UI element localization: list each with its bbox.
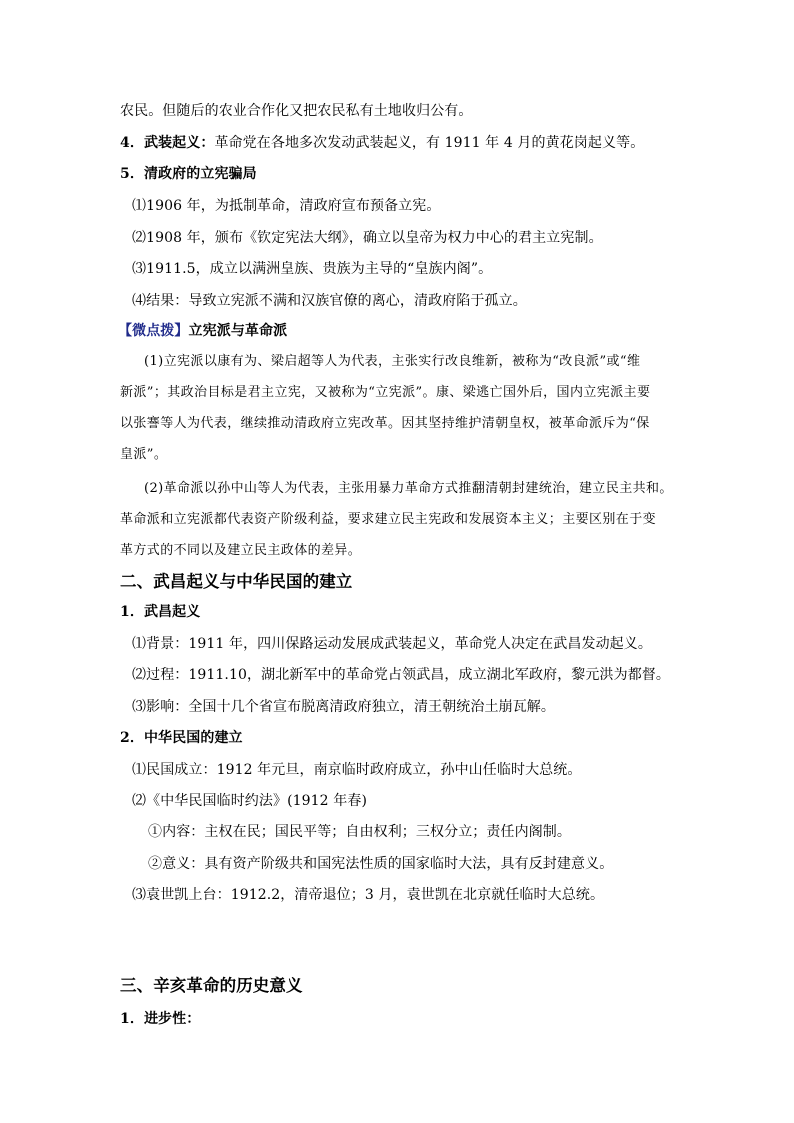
item-4-armed-uprising (120, 133, 644, 153)
callout-paragraph-2-line-1: (2)革命派以孙中山等人为代表，主张用暴力革命方式推翻清朝封建统治，建立民主共和。 (144, 481, 673, 496)
item-5-heading: 5．清政府的立宪骗局 (120, 166, 257, 182)
item-5-point-1: ⑴1906 年，为抵制革命，清政府宣布预备立宪。 (132, 198, 441, 214)
callout-paragraph-1-line-4: 皇派”。 (120, 447, 168, 462)
subsection-wuchang-heading: 1．武昌起义 (120, 604, 201, 620)
callout-paragraph-2-line-2: 革命派和立宪派都代表资产阶级利益，要求建立民主宪政和发展资本主义；主要区别在于变 (120, 512, 657, 527)
roc-point-3: ⑶袁世凯上台：1912.2，清帝退位；3 月，袁世凯在北京就任临时大总统。 (132, 887, 605, 903)
callout-paragraph-2-line-3: 革方式的不同以及建立民主政体的差异。 (120, 543, 362, 558)
wuchang-point-2: ⑵过程：1911.10，湖北新军中的革命党占领武昌，成立湖北军政府，黎元洪为都督。 (132, 667, 670, 683)
callout-tag: 微点拨 (132, 323, 175, 339)
roc-point-2-significance: ②意义：具有资产阶级共和国宪法性质的国家临时大法，具有反封建意义。 (148, 856, 614, 872)
wuchang-point-3: ⑶影响：全国十几个省宣布脱离清政府独立，清王朝统治土崩瓦解。 (132, 699, 555, 715)
roc-point-2: ⑵《中华民国临时约法》(1912 年春) (132, 793, 368, 809)
callout-paragraph-1-line-1: (1)立宪派以康有为、梁启超等人为代表，主张实行改良维新，被称为“改良派”或“维 (144, 354, 641, 369)
callout-paragraph-1-line-3: 以张謇等人为代表，继续推动清政府立宪改革。因其坚持维护清朝皇权，被革命派斥为“保 (120, 416, 650, 431)
section-two-heading: 二、武昌起义与中华民国的建立 (120, 572, 353, 591)
wuchang-point-1: ⑴背景：1911 年，四川保路运动发展成武装起义，革命党人决定在武昌发动起义。 (132, 636, 652, 652)
item-5-point-2: ⑵1908 年，颁布《钦定宪法大纲》，确立以皇帝为权力中心的君主立宪制。 (132, 230, 603, 246)
section-three-heading: 三、辛亥革命的历史意义 (120, 976, 303, 995)
item-5-point-4: ⑷结果：导致立宪派不满和汉族官僚的离心，清政府陷于孤立。 (132, 293, 527, 309)
subsection-progress-heading: 1．进步性： (120, 1011, 201, 1027)
item-4-text: 革命党在各地多次发动武装起义，有 1911 年 4 月的黄花岗起义等。 (214, 135, 645, 151)
paragraph-continuation: 农民。但随后的农业合作化又把农民私有土地收归公有。 (120, 103, 473, 119)
callout-title: 立宪派与革命派 (188, 323, 288, 339)
roc-point-1: ⑴民国成立：1912 年元旦，南京临时政府成立，孙中山任临时大总统。 (132, 762, 582, 778)
subsection-roc-heading: 2．中华民国的建立 (120, 730, 243, 746)
item-5-point-3: ⑶1911.5，成立以满洲皇族、贵族为主导的“皇族内阁”。 (132, 261, 493, 277)
callout-heading: 【微点拨】立宪派与革命派 (118, 323, 288, 339)
callout-paragraph-1-line-2: 新派”；其政治目标是君主立宪，又被称为“立宪派”。康、梁逃亡国外后，国内立宪派主要 (120, 385, 651, 400)
item-4-label: 4．武装起义： (120, 135, 215, 151)
roc-point-2-content: ①内容：主权在民；国民平等；自由权利；三权分立；责任内阁制。 (148, 824, 571, 840)
